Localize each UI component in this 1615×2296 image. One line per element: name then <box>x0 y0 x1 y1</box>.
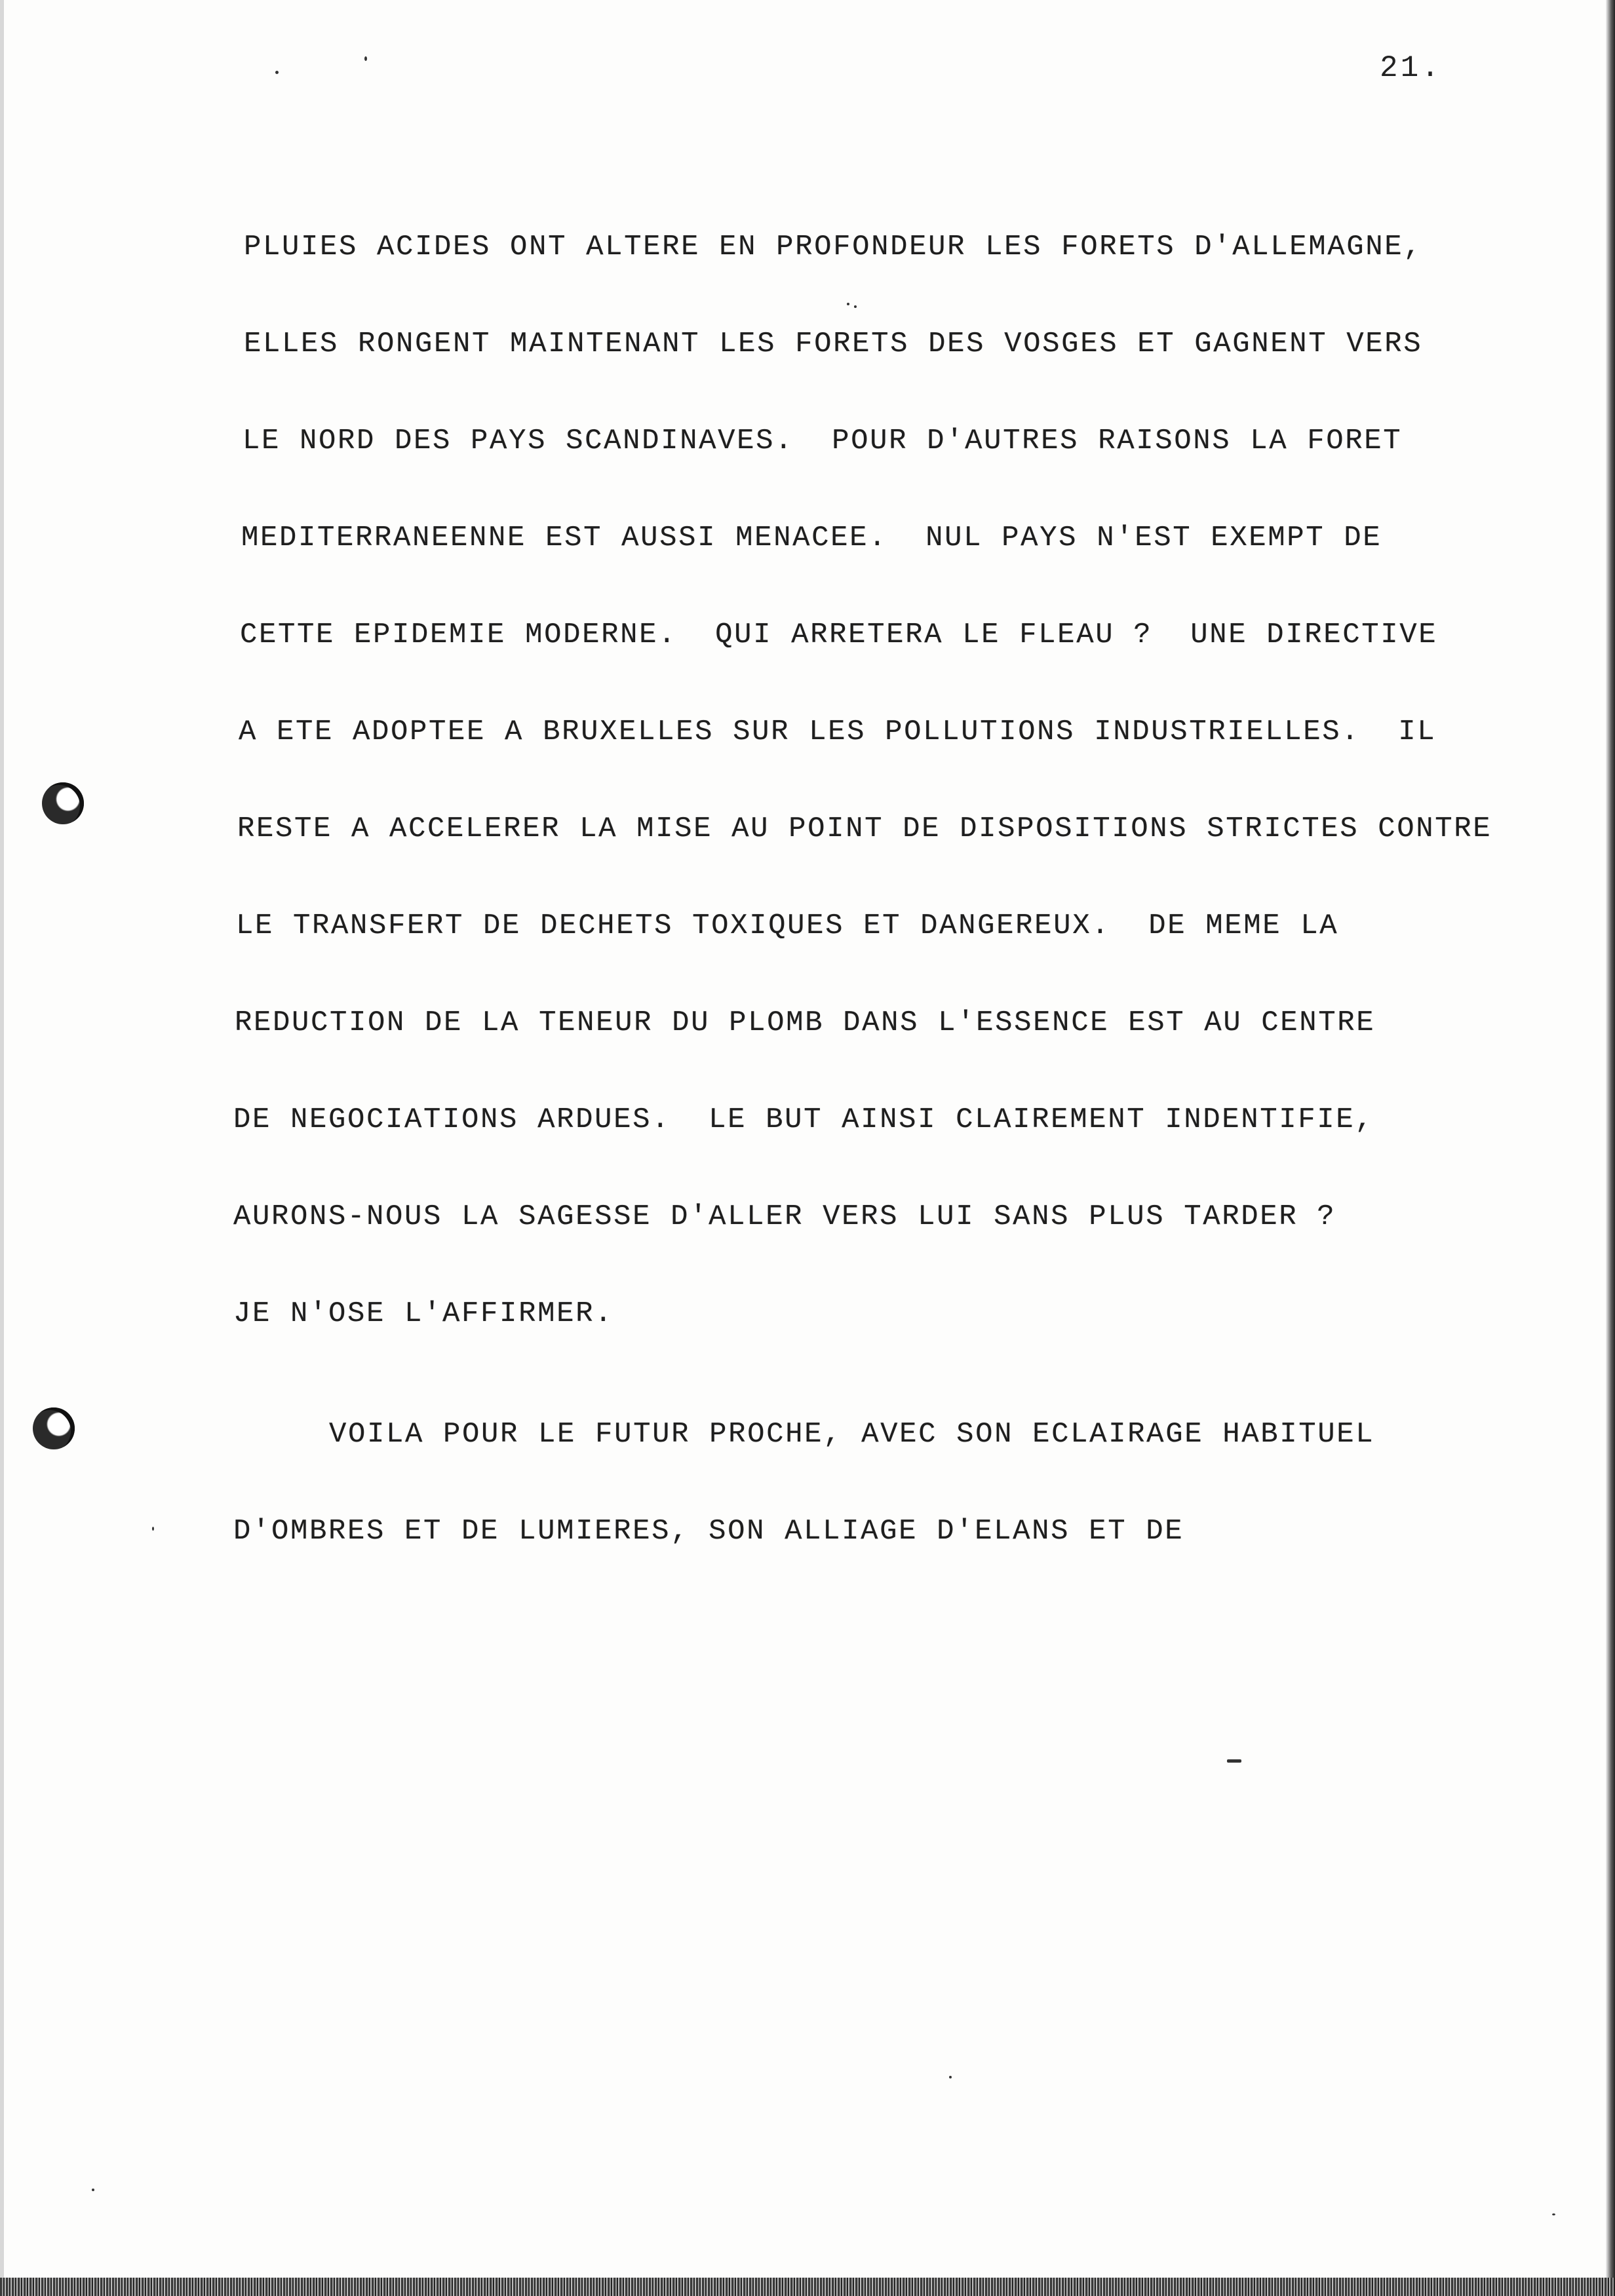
text-line-11: AURONS-NOUS LA SAGESSE D'ALLER VERS LUI SANS PLUS TARDER ? <box>233 1200 1336 1233</box>
text-line-10: DE NEGOCIATIONS ARDUES. LE BUT AINSI CLAIREMENT INDENTIFIE, <box>233 1103 1374 1136</box>
page-number: 21. <box>1380 51 1442 85</box>
scan-left-edge <box>0 0 4 2296</box>
scan-speck <box>1227 1759 1241 1763</box>
scan-speck <box>847 303 849 305</box>
scan-speck <box>854 305 857 308</box>
text-line-6: A ETE ADOPTEE A BRUXELLES SUR LES POLLUTIONS INDUSTRIELLES. IL <box>239 716 1437 748</box>
text-line-7: RESTE A ACCELERER LA MISE AU POINT DE DISPOSITIONS STRICTES CONTRE <box>237 813 1492 845</box>
text-line-2: ELLES RONGENT MAINTENANT LES FORETS DES VOSGES ET GAGNENT VERS <box>244 328 1423 360</box>
scan-speck <box>92 2189 94 2191</box>
text-line-3: LE NORD DES PAYS SCANDINAVES. POUR D'AUTRES RAISONS LA FORET <box>243 425 1403 457</box>
scan-speck <box>1552 2213 1555 2215</box>
scan-bottom-band <box>0 2278 1615 2296</box>
text-line-12: JE N'OSE L'AFFIRMER. <box>233 1297 614 1330</box>
text-line-9: REDUCTION DE LA TENEUR DU PLOMB DANS L'ESSENCE EST AU CENTRE <box>235 1006 1376 1039</box>
scan-speck <box>949 2076 952 2078</box>
text-line-8: LE TRANSFERT DE DECHETS TOXIQUES ET DANGEREUX. DE MEME LA <box>236 909 1339 942</box>
text-line-4: MEDITERRANEENNE EST AUSSI MENACEE. NUL PAYS N'EST EXEMPT DE <box>241 522 1382 554</box>
scan-speck <box>364 56 367 61</box>
text-line-14: D'OMBRES ET DE LUMIERES, SON ALLIAGE D'ELANS ET DE <box>233 1515 1184 1548</box>
punch-hole-bottom <box>33 1407 75 1449</box>
scan-speck <box>275 71 279 74</box>
text-line-1: PLUIES ACIDES ONT ALTERE EN PROFONDEUR LES FORETS D'ALLEMAGNE, <box>244 231 1423 263</box>
scan-speck <box>152 1527 154 1531</box>
text-line-5: CETTE EPIDEMIE MODERNE. QUI ARRETERA LE FLEAU ? UNE DIRECTIVE <box>240 619 1438 651</box>
scan-right-edge <box>1606 0 1615 2296</box>
punch-hole-top <box>42 782 84 824</box>
text-line-13-paragraph-start: VOILA POUR LE FUTUR PROCHE, AVEC SON ECLAIRAGE HABITUEL <box>329 1418 1375 1451</box>
